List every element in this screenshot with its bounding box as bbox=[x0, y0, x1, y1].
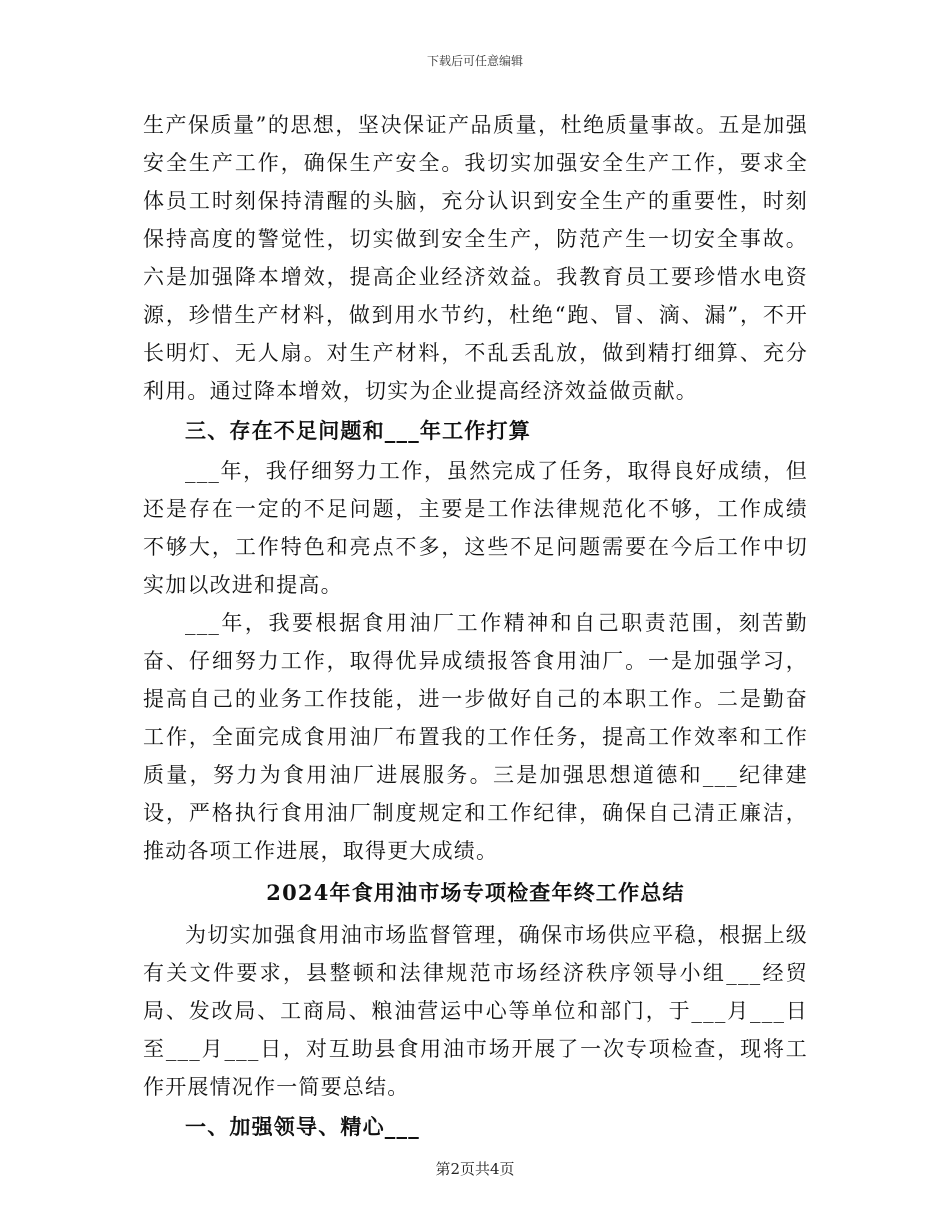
section-heading: 三、存在不足问题和___年工作打算 bbox=[185, 418, 531, 443]
paragraph: 生产保质量”的思想，坚决保证产品质量，杜绝质量事故。五是加强安全生产工作，确保生产安全。我切实加强安全生产工作，要求全体员工时刻保持清醒的头脑，充分认识到安全生产的重要性，时刻保持高度的警觉性，切实做到安全生产，防范产生一切安全事故。六是加强降本增效，提高企业经济效益。我教育员工要珍惜水电资源，珍惜生产材料，做到用水节约，杜绝“跑、冒、滴、漏”，不开长明灯、无人扇。对生产材料，不乱丢乱放，做到精打细算、充分利用。通过降本增效，切实为企业提高经济效益做贡献。 bbox=[143, 113, 808, 403]
section-heading: 一、加强领导、精心___ bbox=[185, 1114, 420, 1139]
document-title: 2024年食用油市场专项检查年终工作总结 bbox=[266, 880, 685, 905]
page-header: 下载后可任意编辑 bbox=[426, 54, 523, 68]
page-footer: 第2页共4页 bbox=[435, 1160, 515, 1178]
paragraph: ___年，我要根据食用油厂工作精神和自己职责范围，刻苦勤奋、仔细努力工作，取得优异成绩报答食用油厂。一是加强学习，提高自己的业务工作技能，进一步做好自己的本职工作。二是勤奋工作，全面完成食用油厂布置我的工作任务，提高工作效率和工作质量，努力为食用油厂进展服务。三是加强思想道德和___纪律建设，严格执行食用油厂制度规定和工作纪律，确保自己清正廉洁，推动各项工作进展，取得更大成绩。 bbox=[143, 611, 808, 863]
document-body bbox=[143, 106, 808, 1148]
paragraph: 为切实加强食用油市场监督管理，确保市场供应平稳，根据上级有关文件要求，县整顿和法律规范市场经济秩序领导小组___经贸局、发改局、工商局、粮油营运中心等单位和部门，于___月___日至___月___日，对互助县食用油市场开展了一次专项检查，现将工作开展情况作一简要总结。 bbox=[143, 923, 808, 1099]
paragraph: ___年，我仔细努力工作，虽然完成了任务，取得良好成绩，但还是存在一定的不足问题，主要是工作法律规范化不够，工作成绩不够大，工作特色和亮点不多，这些不足问题需要在今后工作中切实加以改进和提高。 bbox=[143, 459, 808, 597]
